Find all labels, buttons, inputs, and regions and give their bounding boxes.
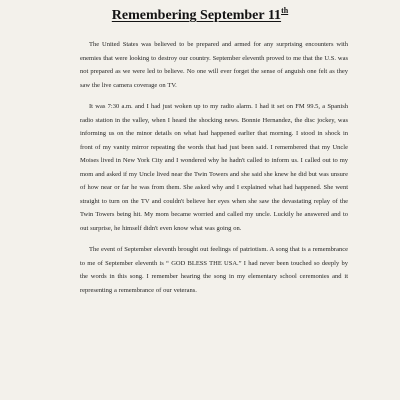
document-body bbox=[80, 38, 348, 297]
title-suffix: th bbox=[281, 6, 289, 15]
title-text: Remembering September 11 bbox=[111, 8, 282, 23]
paragraph-3: The event of September eleventh brought out feelings of patriotism. A song that is a remembrance to me of September eleventh is “ GOD BLESS THE USA.” I had never been touched so deeply by the words in this song. I remember hearing the song in my elementary school ceremonies and it representing a remembrance of our veterans. bbox=[80, 246, 348, 294]
paragraph-2: It was 7:30 a.m. and I had just woken up to my radio alarm. I had it set on FM 99.5, a Spanish radio station in the valley, when I heard the shocking news. Bonnie Hernandez, the disc jockey, was informing us on the minor details on what had happened earlier that morning. I stood in shock in front of my vanity mirror repeating the words that had just been said. I remembered that my Uncle Moises lived in New York City and I wondered why he hadn't called to inform us. I called out to my mom and asked if my Uncle lived near the Twin Towers and she said she knew he did but was unsure of how near or far he was from them. She asked why and I explained what had happened. She went straight to turn on the TV and couldn't believe her eyes when she saw the devastating replay of the Twin Towers being hit. My mom became worried and called my uncle. Luckily he answered and to out surprise, he himself didn't even know what was going on. bbox=[80, 103, 348, 232]
paragraph-1: The United States was believed to be prepared and armed for any surprising encounters with enemies that were looking to destroy our country. September eleventh proved to me that the U.S. was not prepared as we were led to believe. No one will ever forget the sense of anguish one felt as they saw the live camera coverage on TV. bbox=[80, 41, 348, 89]
document-title bbox=[0, 7, 400, 25]
